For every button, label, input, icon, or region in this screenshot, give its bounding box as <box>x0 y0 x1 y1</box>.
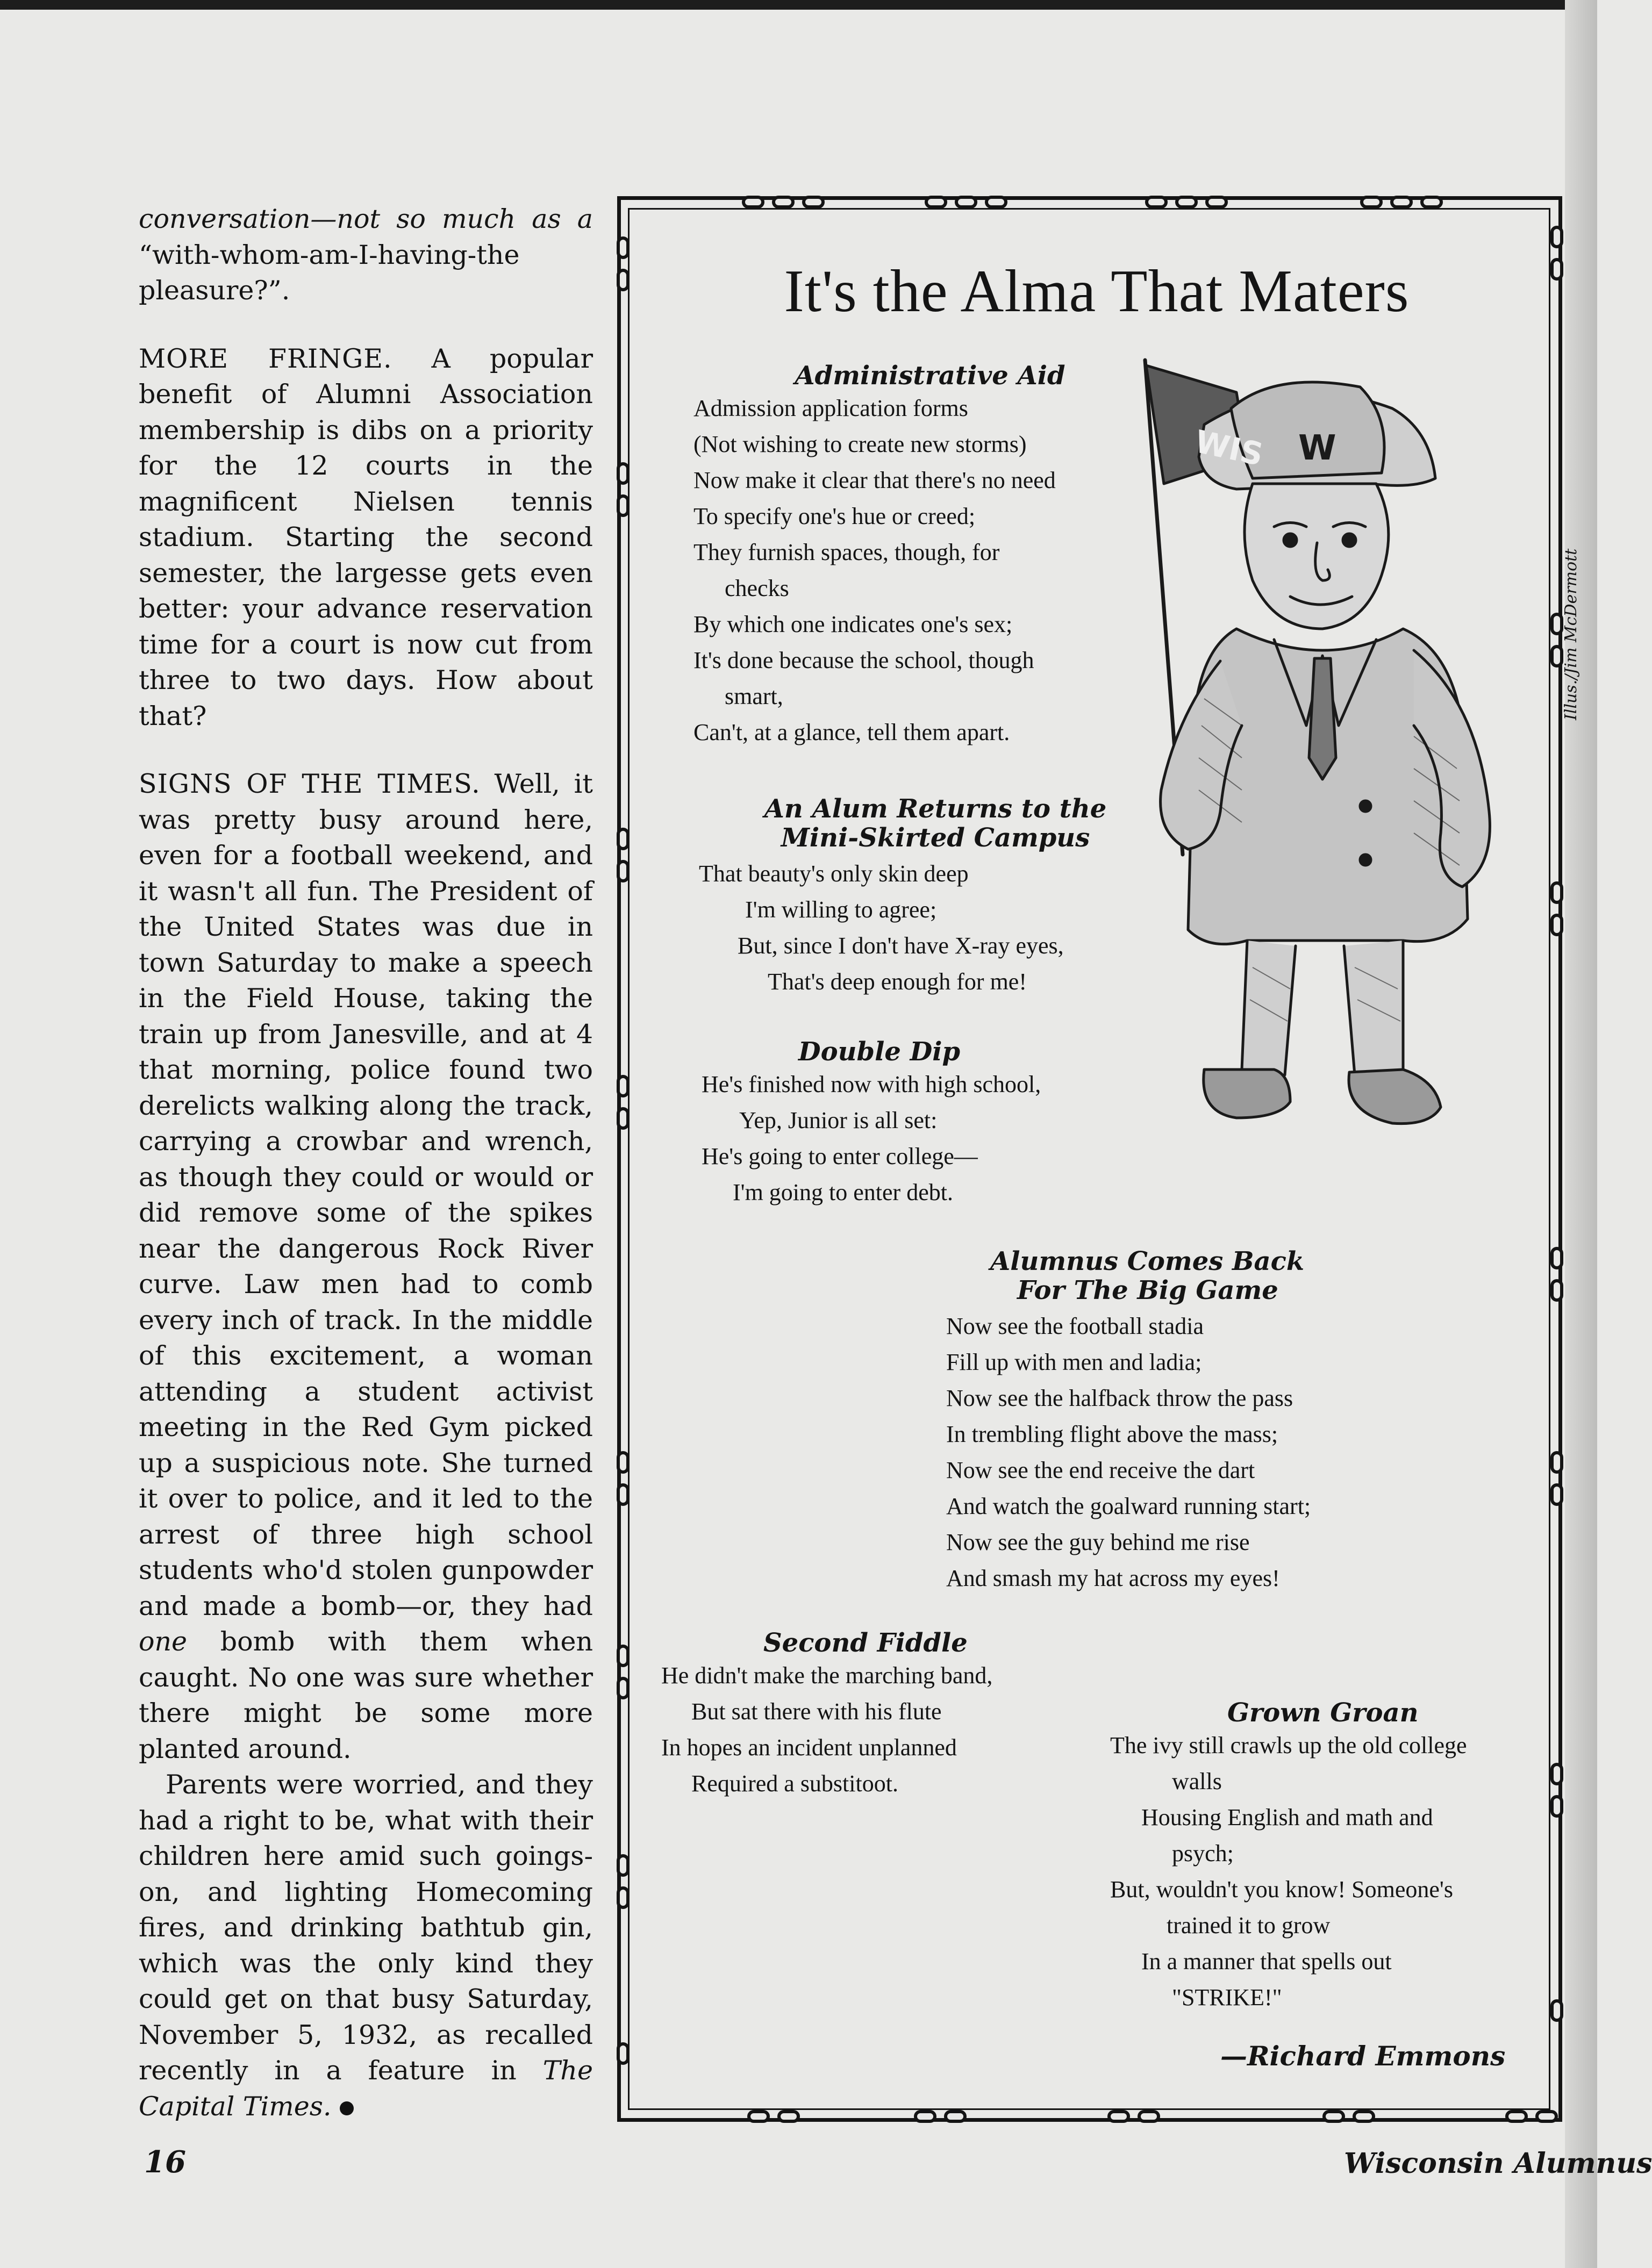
poem-line: I'm willing to agree; <box>745 896 937 923</box>
chain-link-ornament <box>617 1075 630 1097</box>
section-lead-in: MORE FRINGE. <box>139 343 392 374</box>
chain-link-ornament <box>747 2110 770 2123</box>
poem-line: In hopes an incident unplanned <box>661 1734 957 1761</box>
paragraph-text: Parents were worried, and they had a right to be, what with their children here amid such goings-on, and lighting Homecoming fires, and drinking bathtub gin, which was the only kind they could get on that busy Saturday, November 5, 1932, as recalled recently in a feature in <box>139 1769 593 2086</box>
chain-link-ornament <box>914 2110 936 2123</box>
poem-administrative-aid <box>693 361 1167 750</box>
chain-link-ornament <box>1550 881 1563 904</box>
chain-link-ornament <box>1550 226 1563 248</box>
poem-title: Administrative Aid <box>795 361 1065 391</box>
poem-line: Can't, at a glance, tell them apart. <box>693 719 1010 745</box>
page-number: 16 <box>144 2144 186 2180</box>
poem-line: trained it to grow <box>1167 1912 1331 1939</box>
poem-line: walls <box>1172 1768 1222 1795</box>
poem-line: Now see the halfback throw the pass <box>946 1385 1293 1411</box>
chain-link-ornament <box>617 462 630 485</box>
paragraph-more-fringe <box>139 341 593 735</box>
chain-link-ornament <box>1390 196 1413 209</box>
chain-link-ornament <box>1550 1247 1563 1269</box>
chain-link-ornament <box>617 269 630 291</box>
chain-link-ornament <box>985 196 1007 209</box>
poem-line: In a manner that spells out <box>1141 1948 1392 1975</box>
poem-title: Double Dip <box>798 1037 961 1067</box>
paragraph-conversation <box>139 202 593 309</box>
italic-word: one <box>139 1626 188 1657</box>
chain-link-ornament <box>742 196 764 209</box>
chain-link-ornament <box>617 1854 630 1877</box>
author-signature: —Richard Emmons <box>1220 2040 1506 2072</box>
poem-alumnus-comes-back <box>946 1247 1430 1596</box>
poem-line: psych; <box>1172 1840 1234 1867</box>
poem-line: But, since I don't have X-ray eyes, <box>738 932 1064 959</box>
poem-line: Fill up with men and ladia; <box>946 1349 1202 1375</box>
chain-link-ornament <box>1550 1279 1563 1302</box>
chain-link-ornament <box>802 196 825 209</box>
hat-letter: W <box>1298 428 1336 468</box>
chain-link-ornament <box>1550 258 1563 281</box>
poem-line: In trembling flight above the mass; <box>946 1421 1278 1447</box>
chain-link-ornament <box>1138 2110 1160 2123</box>
chain-link-ornament <box>617 1483 630 1506</box>
poem-line: Now see the end receive the dart <box>946 1457 1255 1483</box>
poem-line: He's going to enter college— <box>702 1143 978 1169</box>
chain-link-ornament <box>1205 196 1228 209</box>
paragraph-parents <box>139 1767 593 2125</box>
poem-title-line-2: For The Big Game <box>1017 1275 1278 1305</box>
chain-link-ornament <box>617 1677 630 1699</box>
chain-link-ornament <box>1322 2110 1345 2123</box>
poem-line: Admission application forms <box>693 395 968 421</box>
chain-link-ornament <box>1505 2110 1528 2123</box>
chain-link-ornament <box>617 494 630 517</box>
poem-line: checks <box>725 575 789 601</box>
illustration-credit: Illus./Jim McDermott <box>1562 548 1581 720</box>
chain-link-ornament <box>1550 1999 1563 2022</box>
poem-line: But sat there with his flute <box>691 1698 942 1725</box>
paragraph-text: “with-whom-am-I-having-the pleasure?”. <box>139 239 520 306</box>
chain-link-ornament <box>1145 196 1168 209</box>
poem-second-fiddle <box>661 1628 1102 1802</box>
paragraph-text: A popular benefit of Alumni Association membership is dibs on a priority for the 12 courts in the magnificent Nielsen tennis stadium. Starting the second semester, the largesse gets even better: your advance reservation time for a court is now cut from three to two days. How about that? <box>139 343 593 731</box>
poem-title: Grown Groan <box>1227 1698 1419 1728</box>
chain-link-ornament <box>617 1451 630 1474</box>
chain-link-ornament <box>777 2110 800 2123</box>
source-citation: The Capital Times. <box>139 2055 593 2122</box>
poem-line: Now see the guy behind me rise <box>946 1529 1250 1555</box>
poem-line: (Not wishing to create new storms) <box>693 431 1027 457</box>
poem-title-line-1: An Alum Returns to the <box>764 794 1107 824</box>
poem-line: Now make it clear that there's no need <box>693 467 1056 493</box>
poem-line: He's finished now with high school, <box>702 1071 1041 1097</box>
chain-link-ornament <box>1535 2110 1558 2123</box>
poem-line: Required a substitoot. <box>691 1770 898 1797</box>
page-gutter-shadow <box>1565 0 1597 2268</box>
chain-link-ornament <box>944 2110 967 2123</box>
poem-line: And smash my hat across my eyes! <box>946 1565 1280 1591</box>
pennant-text: WIS <box>1192 423 1267 473</box>
poem-double-dip <box>702 1037 1175 1210</box>
poem-line: Yep, Junior is all set: <box>739 1107 938 1133</box>
poem-line: But, wouldn't you know! Someone's <box>1110 1876 1453 1903</box>
poem-line: Now see the football stadia <box>946 1313 1204 1339</box>
poem-line: It's done because the school, though <box>693 647 1034 673</box>
poem-title-line-2: Mini-Skirted Campus <box>781 823 1090 853</box>
poem-line: He didn't make the marching band, <box>661 1662 993 1689</box>
poem-line: The ivy still crawls up the old college <box>1110 1732 1467 1759</box>
poem-line: To specify one's hue or creed; <box>693 503 976 529</box>
chain-link-ornament <box>772 196 795 209</box>
chain-link-ornament <box>1550 1483 1563 1506</box>
chain-link-ornament <box>617 2042 630 2065</box>
magazine-name: Wisconsin Alumnus <box>1344 2147 1652 2180</box>
poem-line: That beauty's only skin deep <box>699 860 969 887</box>
poem-alum-returns <box>699 794 1172 1000</box>
chain-link-ornament <box>955 196 977 209</box>
chain-link-ornament <box>1175 196 1198 209</box>
paragraph-text: bomb with them when caught. No one was sure whether there might be some more planted around. <box>139 1626 593 1764</box>
page-top-edge <box>0 0 1597 10</box>
chain-link-ornament <box>1550 1795 1563 1818</box>
section-lead-in: SIGNS OF THE TIMES. <box>139 769 481 799</box>
chain-link-ornament <box>617 828 630 850</box>
chain-link-ornament <box>1550 914 1563 936</box>
poem-line: smart, <box>725 683 783 709</box>
poem-box-title: It's the Alma That Maters <box>784 258 1410 325</box>
chain-link-ornament <box>1353 2110 1375 2123</box>
chain-link-ornament <box>1550 1763 1563 1785</box>
poem-title-line-1: Alumnus Comes Back <box>990 1246 1305 1276</box>
poem-line: That's deep enough for me! <box>768 968 1027 995</box>
chain-link-ornament <box>617 1107 630 1130</box>
chain-link-ornament <box>1360 196 1383 209</box>
chain-link-ornament <box>617 1645 630 1667</box>
chain-link-ornament <box>617 236 630 259</box>
poem-line: Housing English and math and <box>1141 1804 1433 1831</box>
poem-line: "STRIKE!" <box>1172 1984 1282 2011</box>
alumnus-illustration <box>1113 349 1521 1198</box>
paragraph-signs-of-the-times <box>139 766 593 1767</box>
poem-title: Second Fiddle <box>763 1628 968 1658</box>
poem-line: They furnish spaces, though, for <box>693 539 1000 565</box>
poem-line: By which one indicates one's sex; <box>693 611 1013 637</box>
chain-link-ornament <box>1420 196 1443 209</box>
left-column-article <box>139 202 593 2125</box>
poem-line: And watch the goalward running start; <box>946 1493 1311 1519</box>
poem-line: I'm going to enter debt. <box>733 1179 953 1205</box>
chain-link-ornament <box>617 1886 630 1909</box>
chain-link-ornament <box>925 196 947 209</box>
poem-grown-groan <box>1110 1698 1540 2015</box>
end-mark-bullet <box>340 2101 354 2115</box>
chain-link-ornament <box>1107 2110 1130 2123</box>
italic-phrase: conversation—not so much as a <box>139 204 593 234</box>
chain-link-ornament <box>1550 1451 1563 1474</box>
paragraph-text: Well, it was pretty busy around here, even for a football weekend, and it wasn't all fun. The President of the United States was due in town Saturday to make a speech in the Field House, taking the train up from Janesville, and at 4 that morning, police found two derelicts walking along the track, carrying a crowbar and wrench, as though they could or would or did remove some of the spikes near the dangerous Rock River curve. Law men had to comb every inch of track. In the middle of this excitement, a woman attending a student activist meeting in the Red Gym picked up a suspicious note. She turned it over to police, and it led to the arrest of three high school students who'd stolen gunpowder and made a bomb—or, they had <box>139 769 593 1621</box>
chain-link-ornament <box>617 860 630 882</box>
